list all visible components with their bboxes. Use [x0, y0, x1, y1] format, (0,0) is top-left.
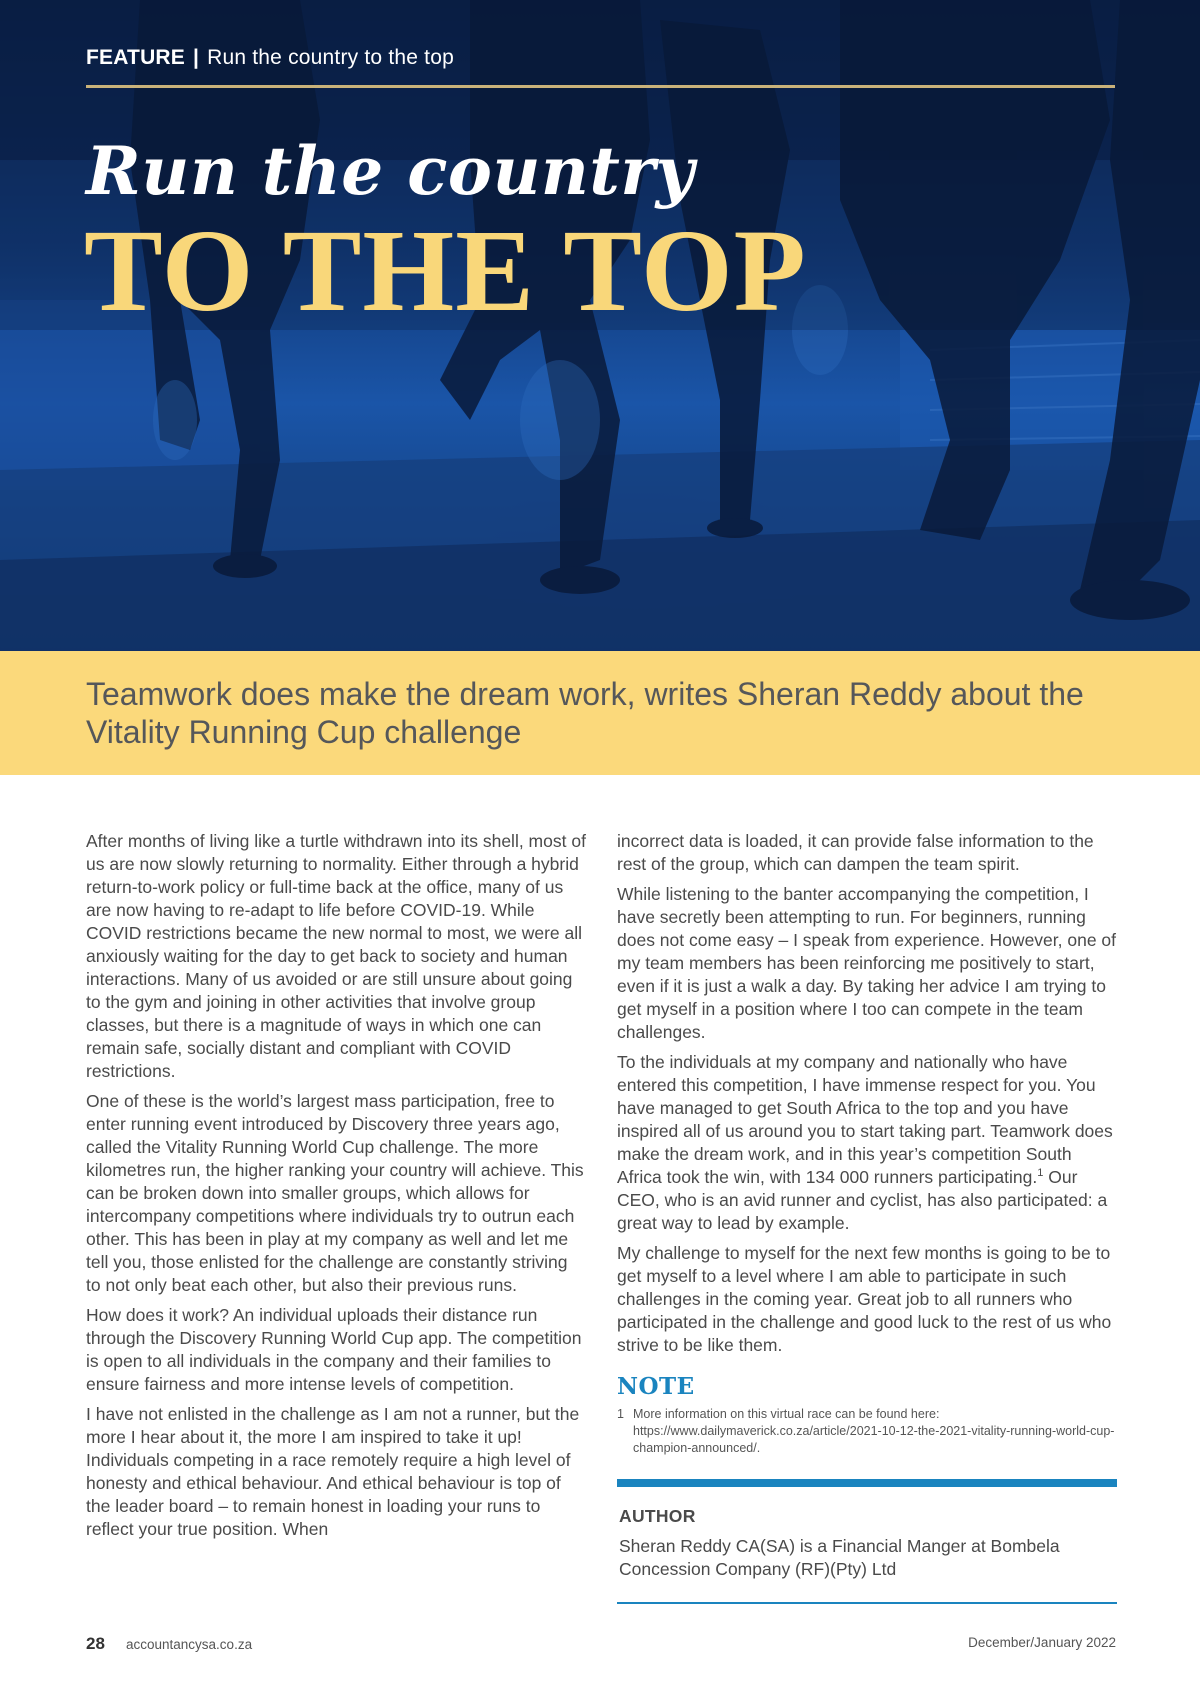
hero-banner — [0, 0, 1200, 651]
standfirst-band — [0, 651, 1200, 775]
section-label: FEATURE — [86, 46, 186, 69]
body-column-right — [617, 830, 1117, 1604]
footnote-number: 1 — [617, 1407, 624, 1421]
body-paragraph: How does it work? An individual uploads their distance run through the Discovery Running World Cup app. The competition is open to all individuals in the company and their families to ensure fairness and more intense levels of competition. — [86, 1305, 582, 1394]
body-paragraph: incorrect data is loaded, it can provide false information to the rest of the group, which can dampen the team spirit. — [617, 831, 1094, 874]
body-paragraph: My challenge to myself for the next few months is going to be to get myself to a level where I am able to participate in such challenges in the coming year. Great job to all runners who participated in the challenge and good luck to the rest of us who strive to be like them. — [617, 1243, 1112, 1355]
body-paragraph-text: Our CEO, who is an avid runner and cyclist, has also participated: a great way to lead by example. — [617, 1167, 1108, 1233]
footer-issue-date: December/January 2022 — [968, 1635, 1116, 1650]
body-paragraph: I have not enlisted in the challenge as I am not a runner, but the more I hear about it, the more I am inspired to take it up! Individuals competing in a race remotely require a high level of honesty and ethical behaviour. And ethical behaviour is top of the leader board – to remain honest in loading your runs to reflect your true position. When — [86, 1404, 580, 1539]
author-bio: Sheran Reddy CA(SA) is a Financial Manger at Bombela Concession Company (RF)(Pty) Ltd — [619, 1536, 1060, 1579]
footnote-reference: 1 — [1037, 1167, 1044, 1180]
section-kicker — [86, 46, 454, 70]
kicker-subtitle: Run the country to the top — [207, 46, 454, 69]
footnote — [617, 1406, 1117, 1457]
title-line-1: Run the country — [86, 132, 695, 210]
footnote-text: More information on this virtual race can be found here: https://www.dailymaverick.co.za/article/2021-10-12-the-2021-vitality-running-world-cup-champion-announced/. — [633, 1407, 1115, 1455]
footer-website: accountancysa.co.za — [126, 1637, 253, 1652]
author-box — [617, 1479, 1117, 1604]
body-paragraph — [617, 1051, 1117, 1235]
standfirst: Teamwork does make the dream work, writes Sheran Reddy about the Vitality Running Cup challenge — [86, 676, 1084, 750]
title-line-2: TO THE TOP — [84, 205, 807, 336]
page-number: 28 — [86, 1634, 105, 1653]
author-heading: AUTHOR — [619, 1506, 696, 1526]
header-rule — [86, 85, 1115, 88]
kicker-separator: | — [193, 46, 200, 69]
body-column-left — [86, 830, 586, 1548]
body-paragraph: One of these is the world’s largest mass participation, free to enter running event introduced by Discovery three years ago, called the Vitality Running World Cup challenge. The more kilometres run, the higher ranking your country will achieve. This can be broken down into smaller groups, which allows for intercompany competitions where individuals try to outrun each other. This has been in play at my company as well and let me tell you, those enlisted for the challenge are constantly striving to not only beat each other, but also their previous runs. — [86, 1091, 584, 1295]
note-heading: NOTE — [617, 1373, 695, 1400]
body-paragraph-text: To the individuals at my company and nationally who have entered this competition, I have immense respect for you. You have managed to get South Africa to the top and you have inspired all of us around you to start taking part. Teamwork does make the dream work, and in this year’s competition South Africa took the win, with 134 000 runners participating. — [617, 1052, 1113, 1187]
body-paragraph: While listening to the banter accompanying the competition, I have secretly been attempting to run. For beginners, running does not come easy – I speak from experience. However, one of my team members has been reinforcing me positively to start, even if it is just a walk a day. By taking her advice I am trying to get myself in a position where I too can compete in the team challenges. — [617, 884, 1117, 1042]
body-paragraph: After months of living like a turtle withdrawn into its shell, most of us are now slowly returning to normality. Either through a hybrid return-to-work policy or full-time back at the office, many of us are now having to re-adapt to life before COVID-19. While COVID restrictions became the new normal to most, we were all anxiously waiting for the day to get back to society and human interactions. Many of us avoided or are still unsure about going to the gym and joining in other activities that involve group classes, but there is a magnitude of ways in which one can remain safe, socially distant and compliant with COVID restrictions. — [86, 831, 586, 1081]
